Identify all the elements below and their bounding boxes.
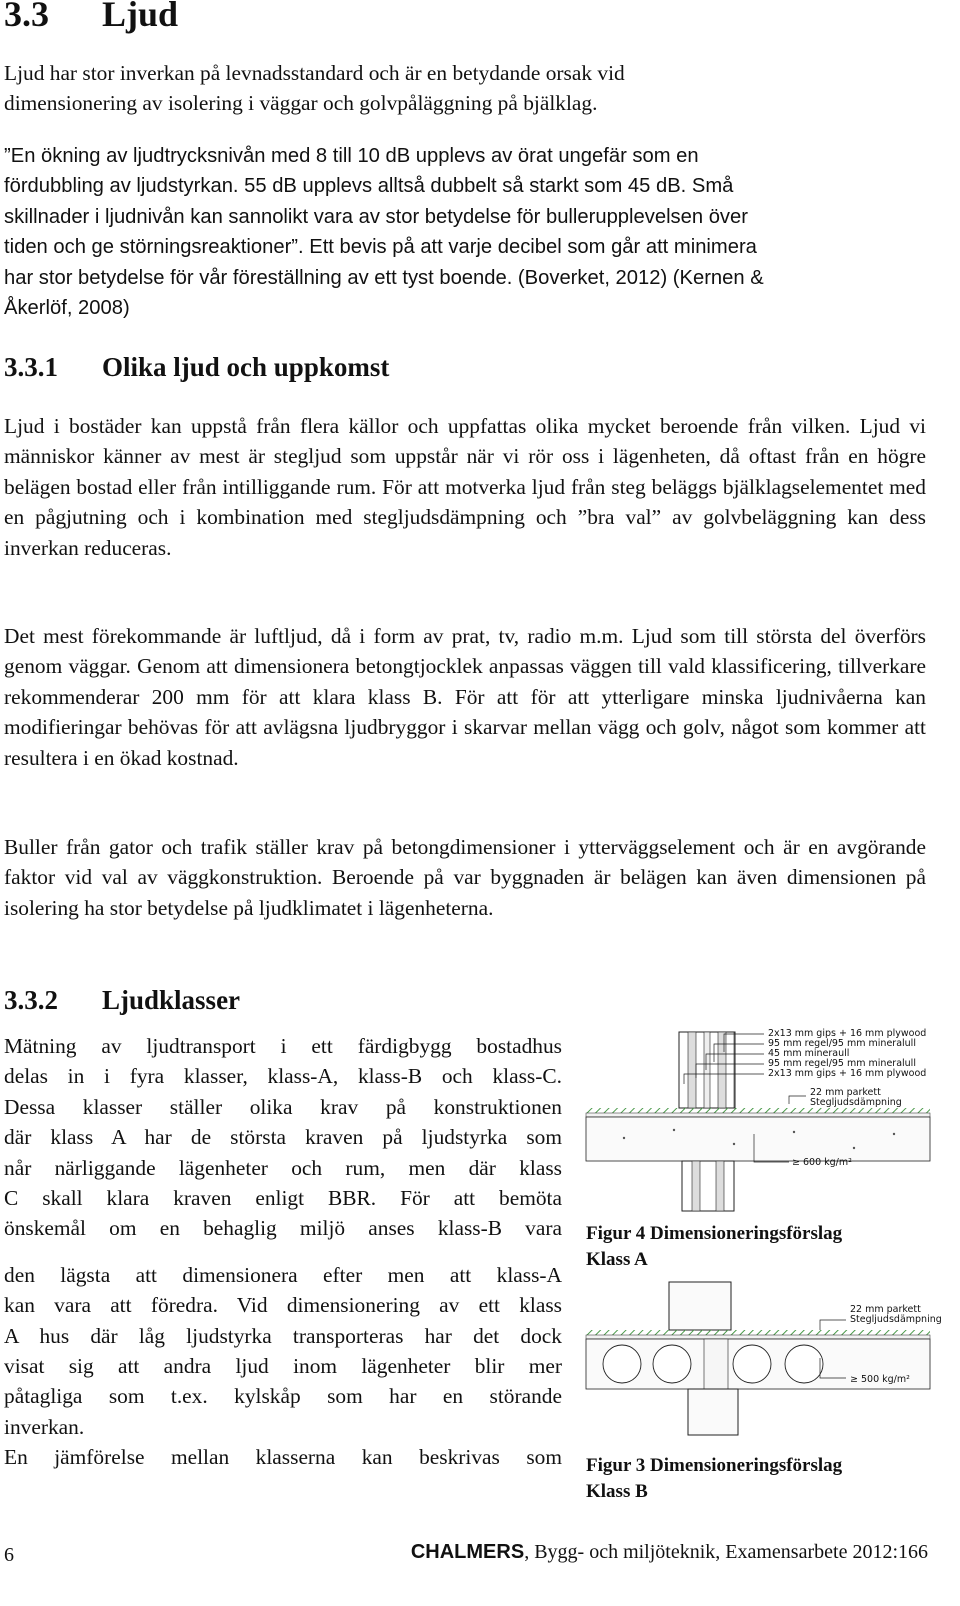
page-number: 6 <box>4 1544 14 1566</box>
figure-label: 22 mm parkett <box>810 1087 881 1098</box>
text-line: där klass A har de största kraven på ljudstyrka som <box>4 1125 562 1150</box>
text-line: Ljud har stor inverkan på levnadsstandard och är en betydande orsak vid <box>4 61 625 85</box>
figure-label: 95 mm regel/95 mm mineralull <box>768 1058 916 1069</box>
section-title: Ljud <box>102 0 179 34</box>
footer-rest: , Bygg- och miljöteknik, Examensarbete 2012:166 <box>524 1541 928 1563</box>
figure-label: 95 mm regel/95 mm mineralull <box>768 1038 916 1049</box>
parkett-layer <box>586 1330 930 1335</box>
text-line: dimensionering av isolering i väggar och golvpåläggning på bjälklag. <box>4 91 598 116</box>
figure-label: ≥ 600 kg/m² <box>792 1157 852 1168</box>
figure-label: 2x13 mm gips + 16 mm plywood <box>768 1028 927 1039</box>
figure-b-caption <box>586 1453 842 1505</box>
lower-wall <box>682 1161 734 1211</box>
text-line: kan vara att föredra. Vid dimensionering av ett klass <box>4 1293 562 1318</box>
caption-line: Klass B <box>586 1481 648 1502</box>
text-line: inverkan. <box>4 1414 85 1439</box>
text-line: når närliggande lägenheter och rum, men där klass <box>4 1155 562 1180</box>
figure-label: 22 mm parkett <box>850 1304 921 1315</box>
hollow-core <box>603 1345 641 1383</box>
figure-a-caption <box>586 1221 842 1273</box>
section-heading <box>4 0 178 32</box>
text-line: delas in i fyra klasser, klass-A, klass-B och klass-C. <box>4 1064 562 1089</box>
text-line: Åkerlöf, 2008) <box>4 297 130 320</box>
figure-label: Stegljudsdämpning <box>850 1314 942 1325</box>
concrete-slab <box>586 1117 930 1161</box>
figure-label: Stegljudsdämpning <box>810 1097 902 1108</box>
caption-line: Figur 3 Dimensioneringsförslag <box>586 1455 843 1476</box>
text-line: den lägsta att dimensionera efter men att klass-A <box>4 1262 562 1287</box>
wall-layer <box>718 1032 726 1108</box>
figure-label: 45 mm mineraull <box>768 1048 850 1059</box>
hollow-core <box>785 1345 823 1383</box>
wall-layer <box>688 1032 696 1108</box>
dampening-layer <box>586 1113 930 1117</box>
text-line: ”En ökning av ljudtrycksnivån med 8 till 10 dB upplevs av örat ungefär som en <box>4 145 699 167</box>
subsection-heading-3-3-1 <box>4 352 389 382</box>
subsection-title: Olika ljud och uppkomst <box>102 352 390 382</box>
footer-brand: CHALMERS <box>410 1541 525 1563</box>
figure-klass-a-drawing <box>584 1022 930 1212</box>
wall-shape <box>669 1282 731 1330</box>
figure-label: 2x13 mm gips + 16 mm plywood <box>768 1068 927 1079</box>
intro-paragraph-1 <box>4 58 934 119</box>
parkett-layer <box>586 1108 930 1113</box>
caption-line: Figur 4 Dimensioneringsförslag <box>586 1223 843 1244</box>
subsection-number: 3.3.1 <box>4 352 58 382</box>
text-line: önskemål om en behaglig miljö anses klass-B vara <box>4 1216 562 1241</box>
footer-text <box>411 1541 928 1564</box>
text-line: skillnader i ljudnivån kan sannolikt vara av stor betydelse för bullerupplevelsen över <box>4 205 748 228</box>
hollow-core <box>733 1345 771 1383</box>
text-line: fördubbling av ljudstyrkan. 55 dB upplevs alltså dubbelt så starkt som 45 dB. Små <box>4 175 734 198</box>
subsection-heading-3-3-2 <box>4 985 240 1015</box>
joint <box>704 1339 728 1389</box>
body-paragraph: Ljud i bostäder kan uppstå från flera källor och uppfattas olika mycket beroende från vilken. Ljud vi människor känner av mest är stegljud som uppstår när vi rör oss i lägenheten, då oftast från en högre belägen bostad eller från intilliggande rum. För att motverka ljud från steg beläggs bjälklagselementet med en pågjutning och i kombination med stegljudsdämpning och ”bra val” av golvbeläggning kan dess inverkan reduceras. <box>4 414 926 560</box>
caption-line: Klass A <box>586 1249 648 1270</box>
body-paragraph: Det mest förekommande är luftljud, då i form av prat, tv, radio m.m. Ljud som till största del överförs genom väggar. Genom att dimensionera betongtjocklek anpassas väggen till vald klassificering, tillverkare rekommenderar 200 mm för att klara klass B. För att för att ytterligare minska ljudnivåerna kan modifieringar behövas för att avlägsna ljudbryggor i skarvar mellan vägg och golv, något som kommer att resultera i en ökad kostnad. <box>4 624 926 770</box>
subsection-number: 3.3.2 <box>4 985 58 1015</box>
figure-klass-b-drawing <box>584 1278 942 1436</box>
text-line: tiden och ge störningsreaktioner”. Ett bevis på att varje decibel som går att minimera <box>4 236 757 259</box>
hollow-core <box>653 1345 691 1383</box>
lower-wall <box>688 1389 738 1435</box>
text-line: En jämförelse mellan klasserna kan beskrivas som <box>4 1445 562 1470</box>
text-line: Dessa klasser ställer olika krav på konstruktionen <box>4 1094 562 1119</box>
ljudklasser-paragraph <box>4 1031 562 1473</box>
text-line: har stor betydelse för vår föreställning av ett tyst boende. (Boverket, 2012) (Kernen & <box>4 266 764 289</box>
body-paragraph: Buller från gator och trafik ställer krav på betongdimensioner i ytterväggselement och är en avgörande faktor vid val av väggkonstruktion. Beroende på var byggnaden är belägen kan även dimensionen på isolering ha stor betydelse på ljudklimatet i lägenheterna. <box>4 835 926 920</box>
wall-layer <box>704 1032 710 1108</box>
text-line: visat sig att andra ljud inom lägenheter blir mer <box>4 1354 562 1379</box>
dampening-layer <box>586 1335 930 1339</box>
text-line: C skall klara kraven enligt BBR. För att bemöta <box>4 1186 562 1211</box>
text-line: A hus där låg ljudstyrka transporteras har det dock <box>4 1323 562 1348</box>
section-number: 3.3 <box>4 0 49 34</box>
text-line: påtagliga som t.ex. kylskåp som har en störande <box>4 1384 562 1409</box>
leader-line <box>820 1320 846 1330</box>
leader-line <box>789 1096 806 1104</box>
intro-quote-paragraph <box>4 141 934 323</box>
subsection-title: Ljudklasser <box>102 985 241 1015</box>
text-line: Mätning av ljudtransport i ett färdigbygg bostadhus <box>4 1034 562 1058</box>
figure-label: ≥ 500 kg/m² <box>850 1374 910 1385</box>
